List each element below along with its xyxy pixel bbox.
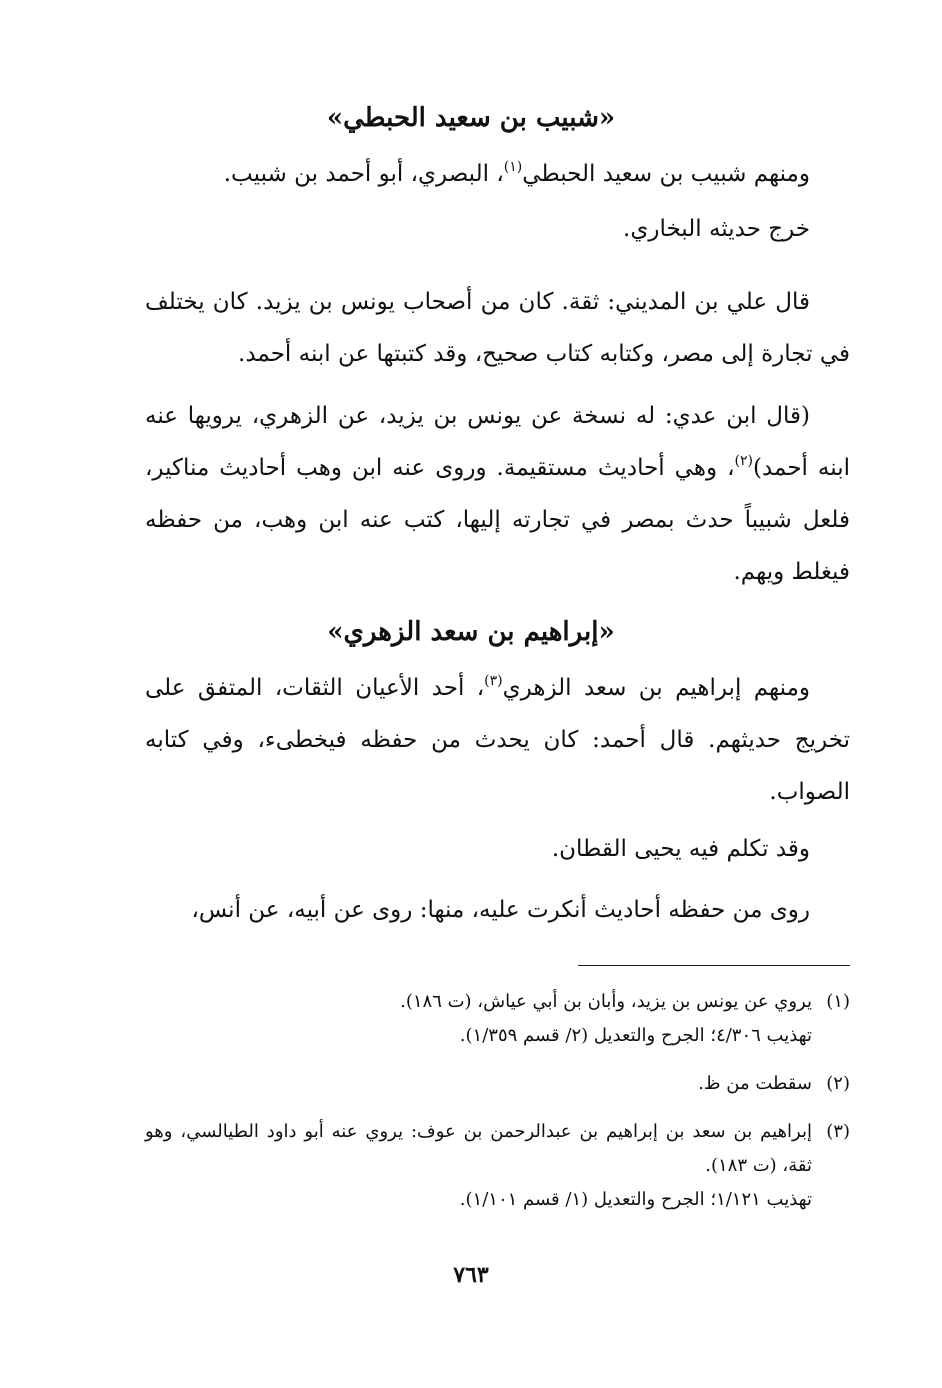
- section-heading-shabib: «شبيب بن سعيد الحبطي»: [326, 103, 616, 133]
- paragraph-shabib-intro: [145, 148, 850, 200]
- footnote-body: [145, 985, 812, 1053]
- footnote-number: (٣): [826, 1121, 850, 1142]
- footnote-line: تهذيب ١/١٢١؛ الجرح والتعديل (١/ قسم ١/١٠١).: [459, 1189, 812, 1210]
- footnote-ref-2: (٢): [734, 453, 753, 469]
- text-run: ، أحد الأعيان الثقات، المتفق على تخريج حديثهم. قال أحمد: كان يحدث من حفظه فيخطىء، وفي كتابه الصواب.: [145, 675, 850, 805]
- footnote-3: [145, 1115, 850, 1217]
- footnote-number: (١): [826, 991, 850, 1012]
- paragraph-bukhari: خرج حديثه البخاري.: [623, 216, 810, 242]
- text-run: ، البصري، أبو أحمد بن شبيب.: [223, 161, 504, 187]
- paragraph-ibn-adi: [145, 390, 850, 598]
- footnote-separator: [578, 965, 850, 966]
- footnote-ref-3: (٣): [484, 673, 503, 689]
- paragraph-hifzihi: روى من حفظه أحاديث أنكرت عليه، منها: روى عن أبيه، عن أنس،: [191, 897, 810, 923]
- footnote-ref-1: (١): [503, 159, 523, 175]
- paragraph-qattan: وقد تكلم فيه يحيى القطان.: [551, 836, 810, 862]
- text-run: ، وهي أحاديث مستقيمة. وروى عنه ابن وهب أحاديث مناكير، فلعل شبيباً حدث بمصر في تجارته إليها، كتب عنه ابن وهب، من حفظه فيغلط ويهم.: [145, 455, 850, 585]
- footnote-body: [145, 1067, 812, 1101]
- page-number: ٧٦٣: [453, 1262, 489, 1288]
- footnote-line: يروي عن يونس بن يزيد، وأبان بن أبي عياش، (ت ١٨٦).: [400, 991, 812, 1012]
- footnote-line: سقطت من ظ.: [698, 1073, 812, 1094]
- footnote-line: تهذيب ٤/٣٠٦؛ الجرح والتعديل (٢/ قسم ١/٣٥٩).: [459, 1025, 812, 1046]
- footnote-body: [145, 1115, 812, 1217]
- text-run: (قال ابن عدي: له نسخة عن يونس بن يزيد، عن الزهري، يرويها عنه ابنه أحمد): [145, 403, 850, 481]
- footnote-number: (٢): [826, 1073, 850, 1094]
- footnote-2: [145, 1067, 850, 1101]
- text-run: ومنهم إبراهيم بن سعد الزهري: [502, 675, 811, 701]
- paragraph-ibrahim-intro: [145, 662, 850, 818]
- text-run: ومنهم شبيب بن سعيد الحبطي: [522, 161, 810, 187]
- footnote-1: [145, 985, 850, 1053]
- paragraph-ibn-madini: قال علي بن المديني: ثقة. كان من أصحاب يونس بن يزيد. كان يختلف في تجارة إلى مصر، وكتابه كتاب صحيح، وقد كتبتها عن ابنه أحمد.: [145, 289, 850, 367]
- section-heading-ibrahim: «إبراهيم بن سعد الزهري»: [327, 617, 615, 647]
- footnotes: [145, 985, 850, 1231]
- footnote-line: إبراهيم بن سعد بن إبراهيم بن عبدالرحمن بن عوف: يروي عنه أبو داود الطيالسي، وهو ثقة، (ت ١٨٣).: [145, 1121, 812, 1176]
